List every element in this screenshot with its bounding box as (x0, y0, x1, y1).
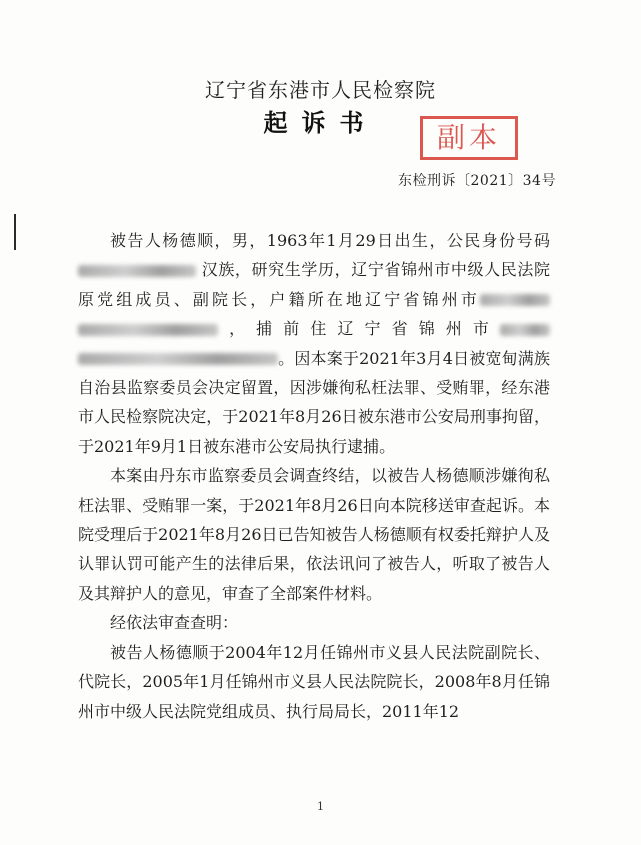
defendant-background-text: 汉族，研究生学历，辽宁省锦州市中级人民法院原党组成员、副院长，户籍所在地辽宁省锦州市 (78, 260, 550, 309)
review-findings-heading: 经依法审查查明： (110, 613, 239, 633)
redacted-residence-address-cont (78, 353, 278, 365)
document-title: 起诉书 (263, 108, 378, 137)
redacted-household-address (480, 294, 550, 306)
copy-stamp: 副本 (420, 116, 518, 160)
case-transfer-paragraph: 本案由丹东市监察委员会调查终结，以被告人杨德顺涉嫌徇私枉法罪、受贿罪一案，于2021年8月26日向本院移送审查起诉。本院受理后于2021年8月26日已告知被告人杨德顺有权委托辩护人及认罪认罚可能产生的法律后果，依法讯问了被告人，听取了被告人及其辩护人的意见，审查了全部案件材料。 (78, 466, 550, 603)
defendant-intro-text: 被告人杨德顺，男，1963年1月29日出生，公民身份号码 (110, 231, 550, 250)
redacted-id-number (78, 265, 196, 277)
defendant-info-paragraph (78, 226, 550, 461)
redacted-household-address-cont (78, 324, 218, 336)
career-history-paragraph: 被告人杨德顺于2004年12月任锦州市义县人民法院副院长、代院长，2005年1月任锦州市义县人民法院院长，2008年8月任锦州市中级人民法院党组成员、执行局局长，2011年12 (78, 642, 550, 721)
residence-intro-text: ，捕前住辽宁省锦州市 (218, 319, 500, 339)
page-number: 1 (317, 800, 324, 813)
redacted-residence-address (500, 324, 550, 336)
detention-history-text: 。因本案于2021年3月4日被宽甸满族自治县监察委员会决定留置，因涉嫌徇私枉法罪、受贿罪，经东港市人民检察院决定，于2021年8月26日被东港市公安局刑事拘留，于2021年9月1日被东港市公安局执行逮捕。 (78, 348, 550, 456)
document-body (78, 226, 550, 726)
document-number: 东检刑诉〔2021〕34号 (398, 173, 556, 189)
organization-title: 辽宁省东港市人民检察院 (205, 78, 436, 102)
margin-bracket-mark (14, 214, 16, 250)
